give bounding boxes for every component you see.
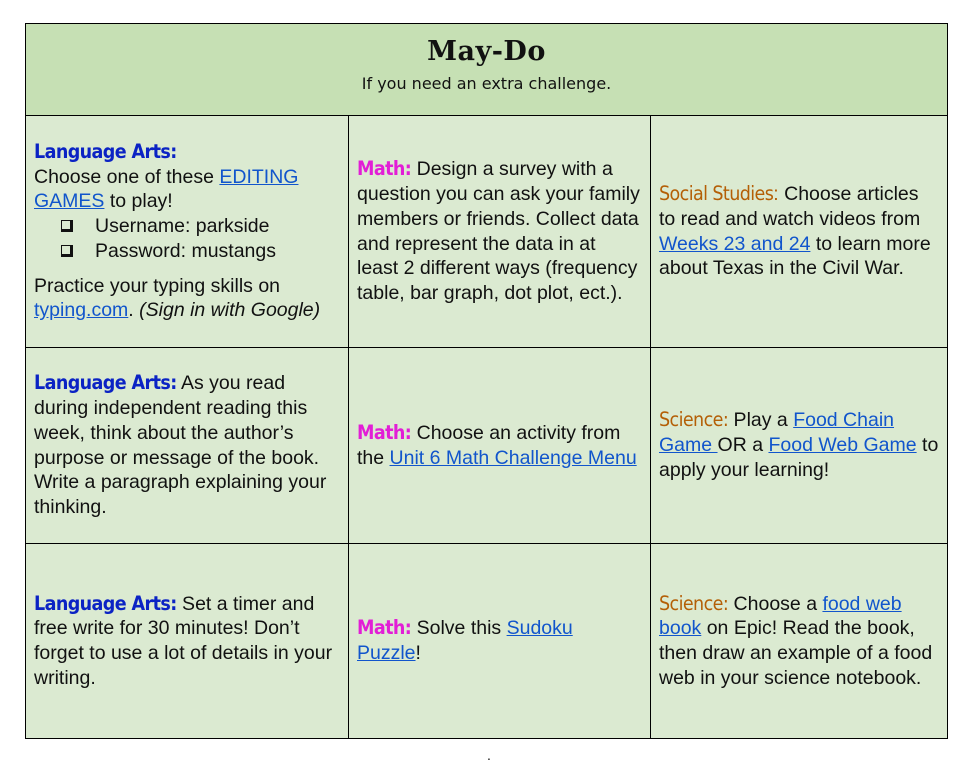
cell-text: As you read during independent reading this week, think about the author’s purpose or message of the book. Write a paragraph explaining your thinking. <box>34 372 327 518</box>
board-header <box>26 24 947 116</box>
cell-math-challenge-menu <box>349 348 651 544</box>
subject-label: Language Arts: <box>34 591 177 615</box>
cell-math-survey <box>349 116 651 348</box>
cell-text: Choose articles to read and watch videos from <box>659 183 921 230</box>
subject-label: Language Arts: <box>34 140 177 164</box>
list-item <box>61 214 340 239</box>
subject-label: Social Studies <box>659 182 774 206</box>
typing-com-link[interactable]: typing.com <box>34 299 129 322</box>
footer-mark: . <box>487 747 491 763</box>
subject-label: Math: <box>357 616 412 640</box>
cell-language-arts-reading <box>26 348 349 544</box>
sudoku-puzzle-link[interactable]: Sudoku Puzzle <box>357 617 573 664</box>
cell-text: Practice your typing skills on <box>34 274 281 297</box>
subject-label: Math: <box>357 157 412 181</box>
may-do-board <box>25 23 948 739</box>
subject-label: Science: <box>659 591 729 615</box>
cell-math-sudoku <box>349 544 651 738</box>
editing-games-link[interactable]: EDITING GAMES <box>34 165 299 213</box>
sign-in-note: (Sign in with Google) <box>139 299 321 322</box>
cell-science-food-games <box>651 348 947 544</box>
cell-science-food-web-book <box>651 544 947 738</box>
page-subtitle: If you need an extra challenge. <box>361 74 612 93</box>
cell-text: Play a <box>728 409 794 432</box>
cell-text: Set a timer and free write for 30 minutes! Don’t forget to use a lot of details in your writing. <box>34 592 333 689</box>
subject-label: Math: <box>357 420 412 444</box>
cell-text: Choose an activity from the <box>357 421 621 469</box>
cell-text: Choose one of these <box>34 165 220 188</box>
checkbox-icon <box>61 245 73 257</box>
food-chain-game-link[interactable]: Food Chain Game <box>659 409 895 457</box>
cell-text: . <box>128 299 140 322</box>
subject-label: Language Arts: <box>34 371 177 395</box>
cell-text: to learn more about Texas in the Civil War. <box>659 232 931 280</box>
cell-text: Design a survey with a question you can ask your family members or friends. Collect data and represent the data in at least 2 different ways (frequency table, bar graph, dot plot, ect.). <box>357 158 640 304</box>
food-web-game-link[interactable]: Food Web Game <box>768 434 917 457</box>
subject-label: Science: <box>659 408 729 432</box>
cell-text: on Epic! Read the book, then draw an example of a food web in your science notebook. <box>659 617 933 689</box>
login-checklist <box>34 214 340 263</box>
subject-colon: : <box>773 183 779 206</box>
cell-text: to apply your learning! <box>659 434 939 481</box>
checkbox-icon <box>61 220 73 232</box>
password-text: Password: mustangs <box>95 239 276 262</box>
cell-text: ! <box>415 642 421 664</box>
cell-language-arts-free-write <box>26 544 349 738</box>
cell-text: OR a <box>717 434 769 457</box>
cell-text: Choose a <box>728 592 823 615</box>
food-web-book-link[interactable]: food web book <box>659 592 902 640</box>
cell-text: to play! <box>104 190 173 213</box>
activity-grid <box>26 116 947 738</box>
page-title: May-Do <box>427 36 546 67</box>
cell-text: Solve this <box>411 617 507 640</box>
cell-language-arts-editing <box>26 116 349 348</box>
cell-social-studies <box>651 116 947 348</box>
username-text: Username: parkside <box>95 215 270 238</box>
math-challenge-menu-link[interactable]: Unit 6 Math Challenge Menu <box>389 446 637 469</box>
list-item <box>61 239 340 264</box>
weeks-23-24-link[interactable]: Weeks 23 and 24 <box>659 232 811 255</box>
